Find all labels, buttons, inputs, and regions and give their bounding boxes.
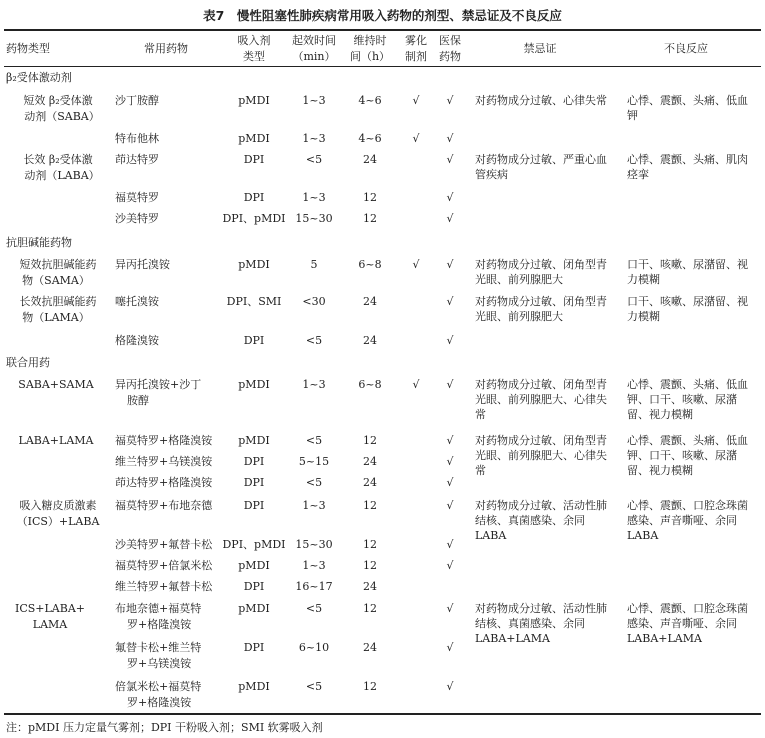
insurance-check: √: [446, 94, 454, 107]
class-label: 动剂（LABA）: [24, 169, 100, 182]
drug-name: 格隆溴铵: [115, 334, 159, 347]
class-label: （ICS）+LABA: [16, 515, 100, 528]
class-label: SABA+SAMA: [18, 378, 94, 391]
drug-name: 异丙托溴铵: [115, 258, 170, 271]
duration: 12: [363, 559, 377, 572]
drug-name: 异丙托溴铵+沙丁: [115, 378, 202, 391]
header-contraindication: 禁忌证: [523, 42, 557, 55]
inhaler-type: DPI: [243, 499, 265, 512]
adverse-cell: 心悸、震颤、头痛、肌肉痉挛: [627, 153, 748, 181]
header-form: 类型: [243, 50, 265, 63]
class-label: 长效抗胆碱能药: [19, 295, 97, 308]
drug-name: 沙美特罗: [115, 212, 159, 225]
onset-time: 16~17: [295, 580, 333, 593]
inhaler-type: DPI: [243, 476, 265, 489]
header-duration: 间（h）: [349, 50, 391, 63]
drug-name: 茚达特罗: [115, 153, 159, 166]
insurance-check: √: [446, 434, 454, 447]
duration: 24: [363, 153, 377, 166]
duration: 4~6: [358, 94, 382, 107]
duration: 24: [363, 334, 377, 347]
onset-time: 1~3: [302, 559, 326, 572]
drug-name: 维兰特罗+乌镁溴铵: [115, 455, 213, 468]
inhaler-type: pMDI: [238, 94, 270, 107]
inhaler-type: DPI、SMI: [226, 295, 282, 308]
drug-name: 福莫特罗+倍氯米松: [115, 559, 213, 572]
drug-name: 维兰特罗+氟替卡松: [115, 580, 213, 593]
onset-time: 1~3: [302, 132, 326, 145]
section-anticholinergic: 抗胆碱能药物: [6, 236, 72, 249]
drug-name: 布地奈德+福莫特: [115, 602, 202, 615]
insurance-check: √: [446, 295, 454, 308]
duration: 24: [363, 641, 377, 654]
header-form: 吸入剂: [237, 34, 271, 47]
adverse-cell: 口干、咳嗽、尿潴留、视力模糊: [627, 258, 748, 286]
header-onset: （min）: [292, 50, 336, 63]
duration: 12: [363, 434, 377, 447]
header-nebulizer: 制剂: [405, 50, 427, 63]
insurance-check: √: [446, 602, 454, 615]
insurance-check: √: [446, 153, 454, 166]
insurance-check: √: [446, 499, 454, 512]
inhaler-type: pMDI: [238, 602, 270, 615]
header-rule: [4, 66, 761, 67]
header-drug: 常用药物: [144, 42, 188, 55]
nebulizer-check: √: [412, 132, 420, 145]
duration: 12: [363, 212, 377, 225]
header-nebulizer: 雾化: [405, 34, 427, 47]
inhaler-type: DPI: [243, 191, 265, 204]
contraindication-cell: 对药物成分过敏、闭角型青光眼、前列腺肥大、心律失常: [475, 434, 607, 477]
class-label: 物（SAMA）: [22, 274, 90, 287]
top-rule: [4, 29, 761, 31]
drug-name: 沙美特罗+氟替卡松: [115, 538, 213, 551]
onset-time: 5: [310, 258, 318, 271]
inhaler-type: DPI: [243, 334, 265, 347]
contraindication-cell: 对药物成分过敏、活动性肺结核、真菌感染、余同LABA: [475, 499, 607, 542]
class-label: 长效 β₂受体激: [23, 153, 93, 166]
onset-time: <5: [305, 476, 323, 489]
contraindication-cell: 对药物成分过敏、闭角型青光眼、前列腺肥大、心律失常: [475, 378, 607, 421]
inhaler-type: DPI: [243, 153, 265, 166]
inhaler-type: pMDI: [238, 559, 270, 572]
drug-name: 罗+乌镁溴铵: [127, 657, 192, 670]
duration: 24: [363, 455, 377, 468]
onset-time: <5: [305, 602, 323, 615]
insurance-check: √: [446, 476, 454, 489]
contraindication-cell: 对药物成分过敏、心律失常: [475, 94, 607, 107]
drug-name: 沙丁胺醇: [115, 94, 159, 107]
insurance-check: √: [446, 378, 454, 391]
onset-time: 6~10: [298, 641, 330, 654]
table-title: 表7 慢性阻塞性肺疾病常用吸入药物的剂型、禁忌证及不良反应: [203, 8, 562, 23]
adverse-cell: 心悸、震颤、头痛、低血钾: [627, 94, 748, 122]
onset-time: <30: [302, 295, 326, 308]
header-insurance: 医保: [439, 34, 461, 47]
class-label: 短效抗胆碱能药: [19, 258, 97, 271]
duration: 12: [363, 680, 377, 693]
drug-name: 罗+格隆溴铵: [127, 618, 192, 631]
drug-name: 噻托溴铵: [115, 295, 159, 308]
onset-time: 1~3: [302, 499, 326, 512]
duration: 12: [363, 602, 377, 615]
insurance-check: √: [446, 191, 454, 204]
contraindication-cell: 对药物成分过敏、闭角型青光眼、前列腺肥大: [475, 258, 607, 286]
bottom-rule: [4, 713, 761, 715]
adverse-cell: 口干、咳嗽、尿潴留、视力模糊: [627, 295, 748, 323]
duration: 24: [363, 580, 377, 593]
header-insurance: 药物: [439, 50, 461, 63]
drug-name: 茚达特罗+格隆溴铵: [115, 476, 213, 489]
drug-name: 特布他林: [115, 132, 159, 145]
insurance-check: √: [446, 334, 454, 347]
adverse-cell: 心悸、震颤、头痛、低血钾、口干、咳嗽、尿潴留、视力模糊: [627, 378, 748, 421]
onset-time: <5: [305, 434, 323, 447]
duration: 6~8: [358, 258, 382, 271]
duration: 12: [363, 191, 377, 204]
class-label: ICS+LABA+: [14, 602, 86, 615]
contraindication-cell: 对药物成分过敏、闭角型青光眼、前列腺肥大: [475, 295, 607, 323]
adverse-cell: 心悸、震颤、口腔念珠菌感染、声音嘶哑、余同LABA+LAMA: [627, 602, 748, 645]
inhaler-type: pMDI: [238, 258, 270, 271]
duration: 12: [363, 499, 377, 512]
table-footnote: 注：pMDI 压力定量气雾剂；DPI 干粉吸入剂；SMI 软雾吸入剂: [6, 721, 323, 734]
class-label: 吸入糖皮质激素: [19, 499, 97, 512]
inhaler-type: DPI、pMDI: [222, 538, 286, 551]
adverse-cell: 心悸、震颤、头痛、低血钾、口干、咳嗽、尿潴留、视力模糊: [627, 434, 748, 477]
insurance-check: √: [446, 455, 454, 468]
header-duration: 维持时: [353, 34, 387, 47]
header-adverse: 不良反应: [664, 42, 708, 55]
drug-name: 福莫特罗: [115, 191, 159, 204]
inhaler-type: DPI: [243, 641, 265, 654]
inhaler-type: pMDI: [238, 378, 270, 391]
onset-time: <5: [305, 153, 323, 166]
onset-time: 1~3: [302, 94, 326, 107]
drug-name: 罗+格隆溴铵: [127, 696, 192, 709]
inhaler-type: pMDI: [238, 434, 270, 447]
nebulizer-check: √: [412, 94, 420, 107]
section-beta2: β₂受体激动剂: [6, 71, 72, 84]
duration: 6~8: [358, 378, 382, 391]
class-label: 短效 β₂受体激: [23, 94, 93, 107]
drug-name: 福莫特罗+布地奈德: [115, 499, 213, 512]
duration: 4~6: [358, 132, 382, 145]
header-onset: 起效时间: [292, 34, 336, 47]
insurance-check: √: [446, 538, 454, 551]
duration: 12: [363, 538, 377, 551]
class-label: LABA+LAMA: [18, 434, 94, 447]
drug-name: 氟替卡松+维兰特: [115, 641, 202, 654]
inhaler-type: DPI、pMDI: [222, 212, 286, 225]
onset-time: 1~3: [302, 378, 326, 391]
duration: 24: [363, 476, 377, 489]
insurance-check: √: [446, 212, 454, 225]
class-label: LAMA: [32, 618, 68, 631]
onset-time: <5: [305, 334, 323, 347]
inhaler-type: pMDI: [238, 132, 270, 145]
onset-time: 1~3: [302, 191, 326, 204]
inhaler-type: DPI: [243, 580, 265, 593]
onset-time: 15~30: [295, 212, 333, 225]
insurance-check: √: [446, 680, 454, 693]
drug-name: 胺醇: [127, 394, 149, 407]
adverse-cell: 心悸、震颤、口腔念珠菌感染、声音嘶哑、余同LABA: [627, 499, 748, 542]
nebulizer-check: √: [412, 378, 420, 391]
inhaler-type: pMDI: [238, 680, 270, 693]
class-label: 物（LAMA）: [22, 311, 90, 324]
insurance-check: √: [446, 641, 454, 654]
section-combination: 联合用药: [6, 356, 50, 369]
contraindication-cell: 对药物成分过敏、严重心血管疾病: [475, 153, 607, 181]
drug-name: 倍氯米松+福莫特: [115, 680, 202, 693]
onset-time: 15~30: [295, 538, 333, 551]
inhaler-type: DPI: [243, 455, 265, 468]
duration: 24: [363, 295, 377, 308]
insurance-check: √: [446, 258, 454, 271]
onset-time: <5: [305, 680, 323, 693]
class-label: 动剂（SABA）: [24, 110, 100, 123]
contraindication-cell: 对药物成分过敏、活动性肺结核、真菌感染、余同LABA+LAMA: [475, 602, 607, 645]
insurance-check: √: [446, 132, 454, 145]
drug-name: 福莫特罗+格隆溴铵: [115, 434, 213, 447]
onset-time: 5~15: [298, 455, 330, 468]
insurance-check: √: [446, 559, 454, 572]
nebulizer-check: √: [412, 258, 420, 271]
header-type: 药物类型: [6, 42, 50, 55]
